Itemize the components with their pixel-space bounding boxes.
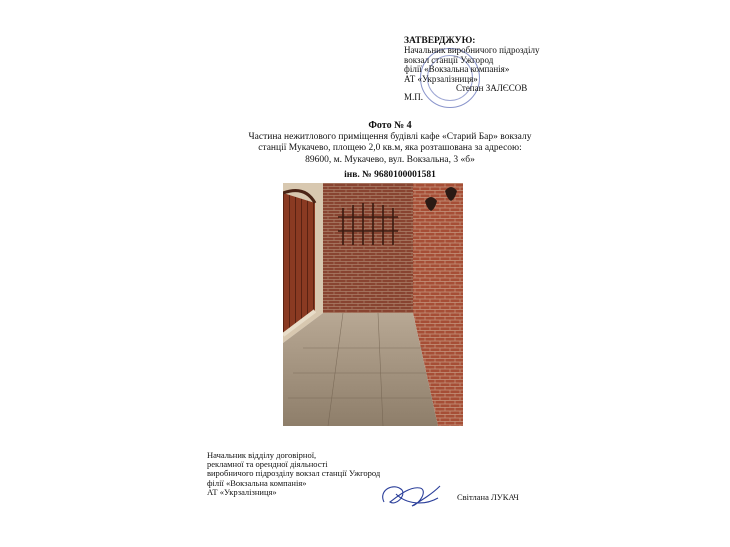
room-photo [283, 183, 463, 426]
description-line: 89600, м. Мукачево, вул. Вокзальна, 3 «б» [305, 154, 475, 165]
footer-line: Начальник відділу договірної, [207, 450, 317, 460]
footer-line: філії «Вокзальна компанія» [207, 477, 307, 488]
document-title [220, 120, 560, 166]
approval-heading: ЗАТВЕРДЖУЮ: [404, 36, 476, 46]
description-line: станції Мукачево, площею 2,0 кв.м, яка розташована за адресою: [258, 143, 522, 153]
description-line: Частина нежитлового приміщення будівлі кафе «Старий Бар» вокзалу [248, 131, 532, 142]
approval-line: філії «Вокзальна компанія» [404, 64, 510, 75]
seal-mark: М.П. [404, 92, 424, 103]
approval-line: АТ «Укрзалізниця» [404, 73, 478, 84]
approval-line: Начальник виробничого підрозділу [404, 45, 540, 56]
inventory-number: інв. № 9680100001581 [344, 170, 436, 180]
footer-line: рекламної та орендної діяльності [207, 459, 328, 470]
photo-label: Фото № 4 [368, 120, 412, 131]
handwritten-signature [376, 476, 446, 514]
footer-line: АТ «Укрзалізниця» [207, 486, 277, 497]
approval-signatory: Степан ЗАЛЄСОВ [456, 83, 528, 94]
approval-line: вокзал станції Ужгород [404, 54, 494, 65]
footer-signatory: Світлана ЛУКАЧ [457, 492, 519, 502]
footer-line: виробничого підрозділу вокзал станції Ужгород [207, 468, 381, 479]
approval-signature-line [404, 84, 564, 93]
approval-block [404, 37, 564, 103]
